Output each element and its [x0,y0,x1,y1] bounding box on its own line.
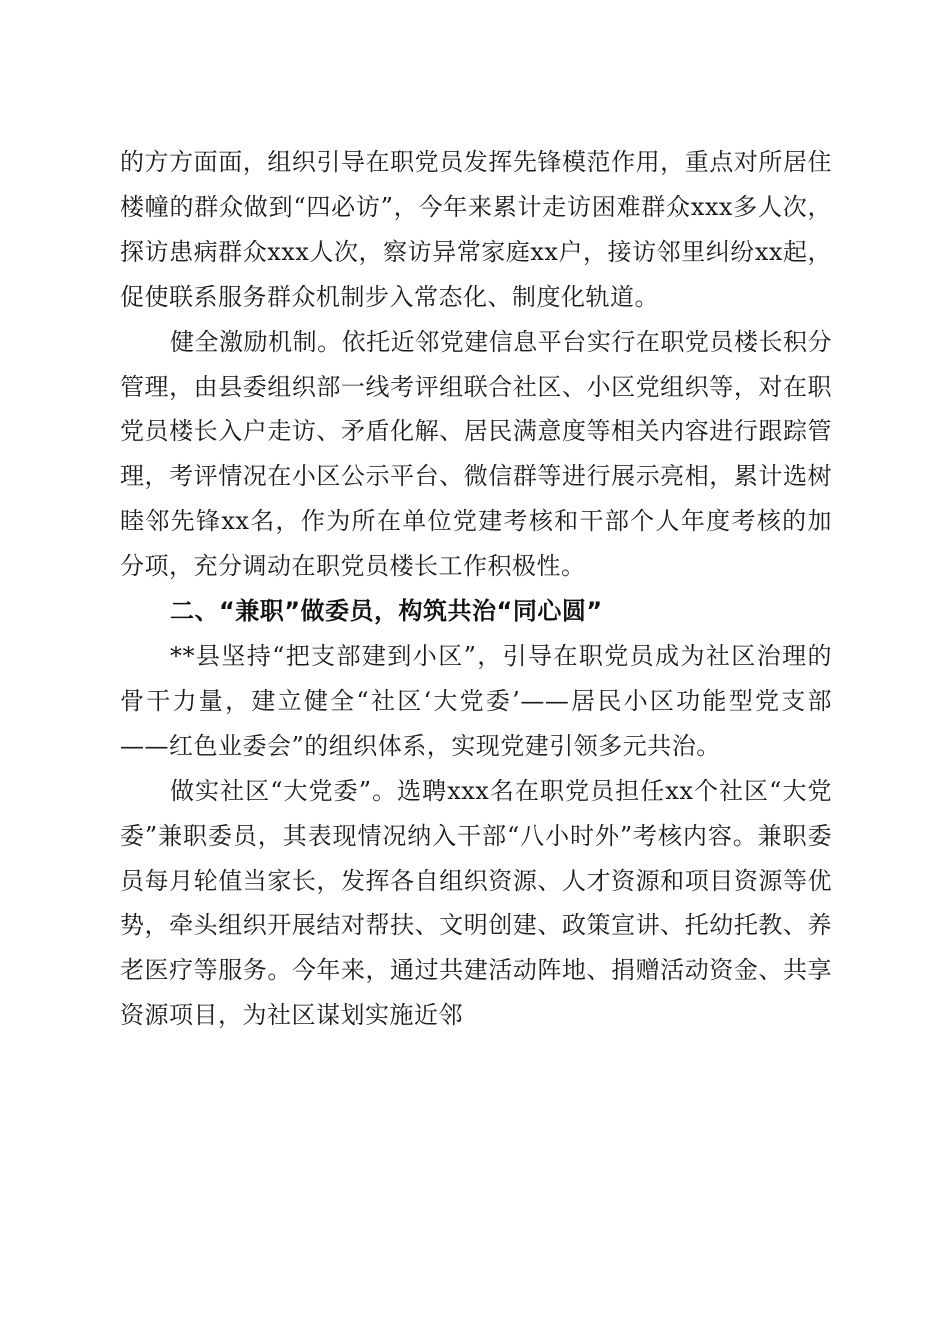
paragraph-section-intro: **县坚持“把支部建到小区”，引导在职党员成为社区治理的骨干力量，建立健全“社区‘大党委’——居民小区功能型党支部——红色业委会”的组织体系，实现党建引领多元共治。 [120,641,832,760]
section-heading: 二、“兼职”做委员，构筑共治“同心圆” [170,597,603,626]
paragraph-continuation: 的方方面面，组织引导在职党员发挥先锋模范作用，重点对所居住楼幢的群众做到“四必访”，今年来累计走访困难群众xxx多人次，探访患病群众xxx人次，察访异常家庭xx户，接访邻里纠纷xx起，促使联系服务群众机制步入常态化、制度化轨道。 [120,148,832,311]
paragraph-incentive-mechanism: 健全激励机制。依托近邻党建信息平台实行在职党员楼长积分管理，由县委组织部一线考评组联合社区、小区党组织等，对在职党员楼长入户走访、矛盾化解、居民满意度等相关内容进行跟踪管理，考评情况在小区公示平台、微信群等进行展示亮相，累计选树睦邻先锋xx名，作为所在单位党建考核和干部个人年度考核的加分项，充分调动在职党员楼长工作积极性。 [120,327,832,581]
paragraph-party-committee: 做实社区“大党委”。选聘xxx名在职党员担任xx个社区“大党委”兼职委员，其表现情况纳入干部“八小时外”考核内容。兼职委员每月轮值当家长，发挥各自组织资源、人才资源和项目资源等优势，牵头组织开展结对帮扶、文明创建、政策宣讲、托幼托教、养老医疗等服务。今年来，通过共建活动阵地、捐赠活动资金、共享资源项目，为社区谋划实施近邻 [120,776,832,1030]
document-body [120,140,832,1038]
